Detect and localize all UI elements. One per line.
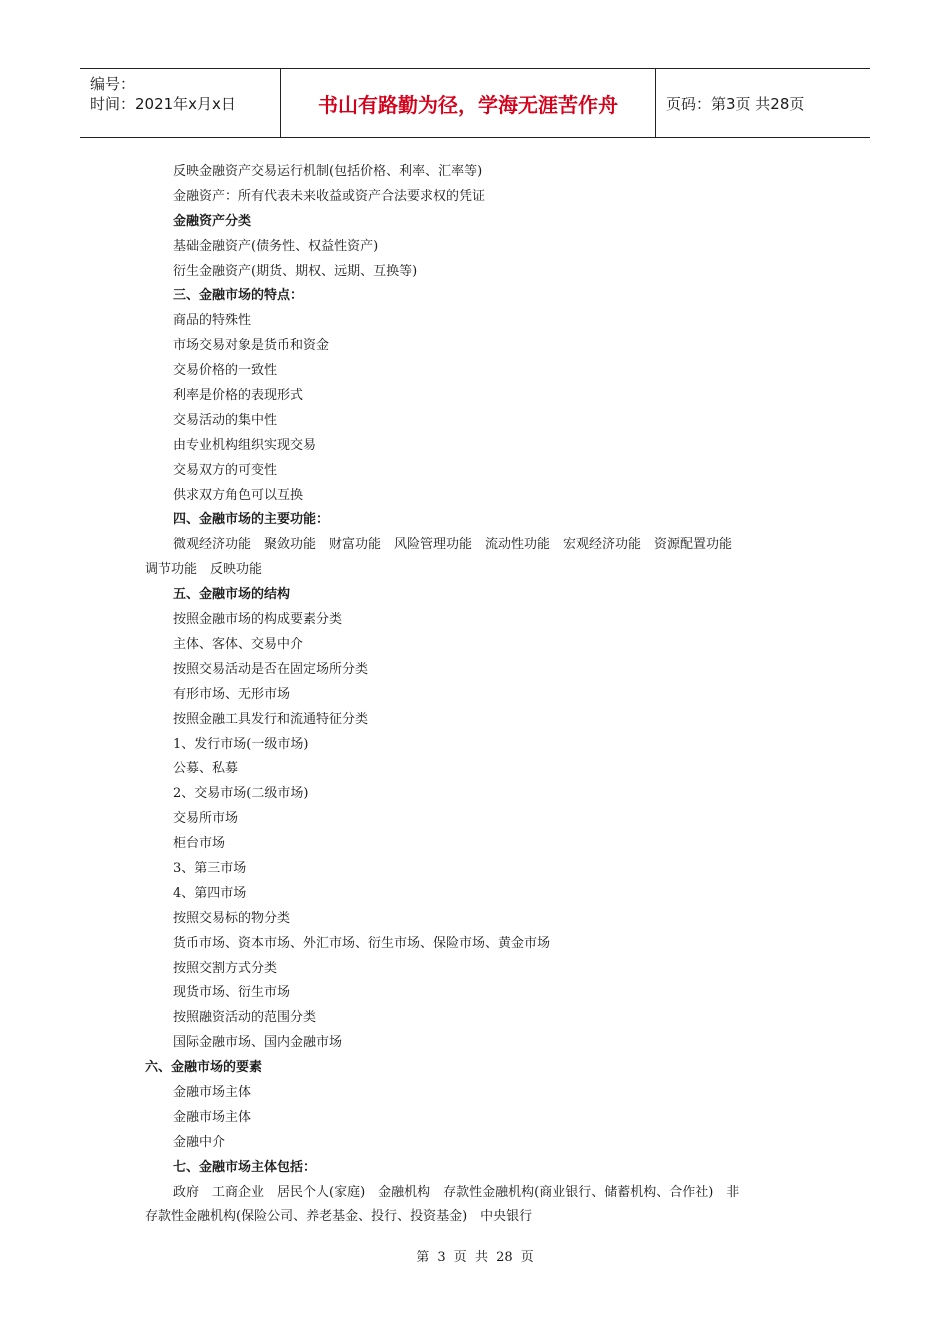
text-line: 交易价格的一致性 <box>173 363 278 379</box>
text-line: 交易双方的可变性 <box>173 462 278 478</box>
text-line: 货币市场、资本市场、外汇市场、衍生市场、保险市场、黄金市场 <box>173 935 551 951</box>
footer-text: 第 <box>416 1250 430 1265</box>
functions-line-2: 调节功能 反映功能 <box>145 562 263 578</box>
footer-text: 页 <box>453 1250 467 1265</box>
text-line: 利率是价格的表现形式 <box>173 388 304 404</box>
text-line: 衍生金融资产(期货、期权、远期、互换等) <box>173 263 418 279</box>
subjects-line-1: 政府 工商企业 居民个人(家庭) 金融机构 存款性金融机构(商业银行、储蓄机构、合作社) 非 <box>173 1184 740 1200</box>
text-line: 交易所市场 <box>173 811 239 827</box>
text-line: 基础金融资产(债务性、权益性资产) <box>173 238 379 254</box>
page-header <box>80 68 870 138</box>
text-line: 金融市场主体 <box>173 1084 252 1100</box>
text-line: 按照交割方式分类 <box>173 960 278 976</box>
footer-total-pages: 28 <box>496 1250 513 1265</box>
footer-page-number: 3 <box>437 1250 446 1265</box>
section-heading: 五、金融市场的结构 <box>173 587 291 603</box>
text-line: 按照交易标的物分类 <box>173 910 291 926</box>
text-line: 柜台市场 <box>173 836 226 852</box>
header-page-info: 页码：第3页 共28页 <box>666 94 805 113</box>
text-line: 由专业机构组织实现交易 <box>173 437 317 453</box>
text-line: 按照金融工具发行和流通特征分类 <box>173 711 369 727</box>
text-line: 商品的特殊性 <box>173 313 252 329</box>
text-line: 公募、私募 <box>173 761 239 777</box>
text-block-2 <box>145 583 815 1180</box>
text-line: 4、第四市场 <box>173 885 247 901</box>
header-left-cell <box>80 69 280 137</box>
text-line: 主体、客体、交易中介 <box>173 636 304 652</box>
text-line: 3、第三市场 <box>173 860 247 876</box>
section-heading: 金融资产分类 <box>173 213 252 229</box>
text-line: 1、发行市场(一级市场) <box>173 736 309 752</box>
functions-paragraph <box>145 533 815 583</box>
text-block-1 <box>145 160 815 533</box>
document-time-label: 时间：2021年x月x日 <box>90 95 236 113</box>
footer-text: 共 <box>474 1250 488 1265</box>
text-line: 交易活动的集中性 <box>173 412 278 428</box>
text-line: 按照融资活动的范围分类 <box>173 1010 317 1026</box>
text-line: 按照交易活动是否在固定场所分类 <box>173 661 369 677</box>
subjects-line-2: 存款性金融机构(保险公司、养老基金、投行、投资基金) 中央银行 <box>145 1209 533 1225</box>
text-line: 有形市场、无形市场 <box>173 686 291 702</box>
text-line: 市场交易对象是货币和资金 <box>173 338 330 354</box>
document-body <box>145 160 815 1230</box>
text-line: 按照金融市场的构成要素分类 <box>173 612 343 628</box>
document-number-label: 编号： <box>90 75 136 93</box>
section-heading: 四、金融市场的主要功能： <box>173 512 330 528</box>
text-line: 金融资产：所有代表未来收益或资产合法要求权的凭证 <box>173 188 486 204</box>
text-line: 现货市场、衍生市场 <box>173 985 291 1001</box>
functions-line-1: 微观经济功能 聚敛功能 财富功能 风险管理功能 流动性功能 宏观经济功能 资源配置功能 <box>173 537 733 553</box>
text-line: 金融中介 <box>173 1134 226 1150</box>
text-line: 供求双方角色可以互换 <box>173 487 304 503</box>
header-motto: 书山有路勤为径，学海无涯苦作舟 <box>280 69 656 137</box>
text-line: 金融市场主体 <box>173 1109 252 1125</box>
section-heading: 六、金融市场的要素 <box>145 1060 263 1076</box>
footer-text: 页 <box>520 1250 534 1265</box>
text-line: 国际金融市场、国内金融市场 <box>173 1035 343 1051</box>
subjects-paragraph <box>145 1181 815 1231</box>
page-footer <box>0 1246 950 1265</box>
text-line: 反映金融资产交易运行机制(包括价格、利率、汇率等) <box>173 164 483 179</box>
text-line: 2、交易市场(二级市场) <box>173 786 309 802</box>
section-heading: 三、金融市场的特点： <box>173 288 304 304</box>
section-heading: 七、金融市场主体包括： <box>173 1159 317 1175</box>
